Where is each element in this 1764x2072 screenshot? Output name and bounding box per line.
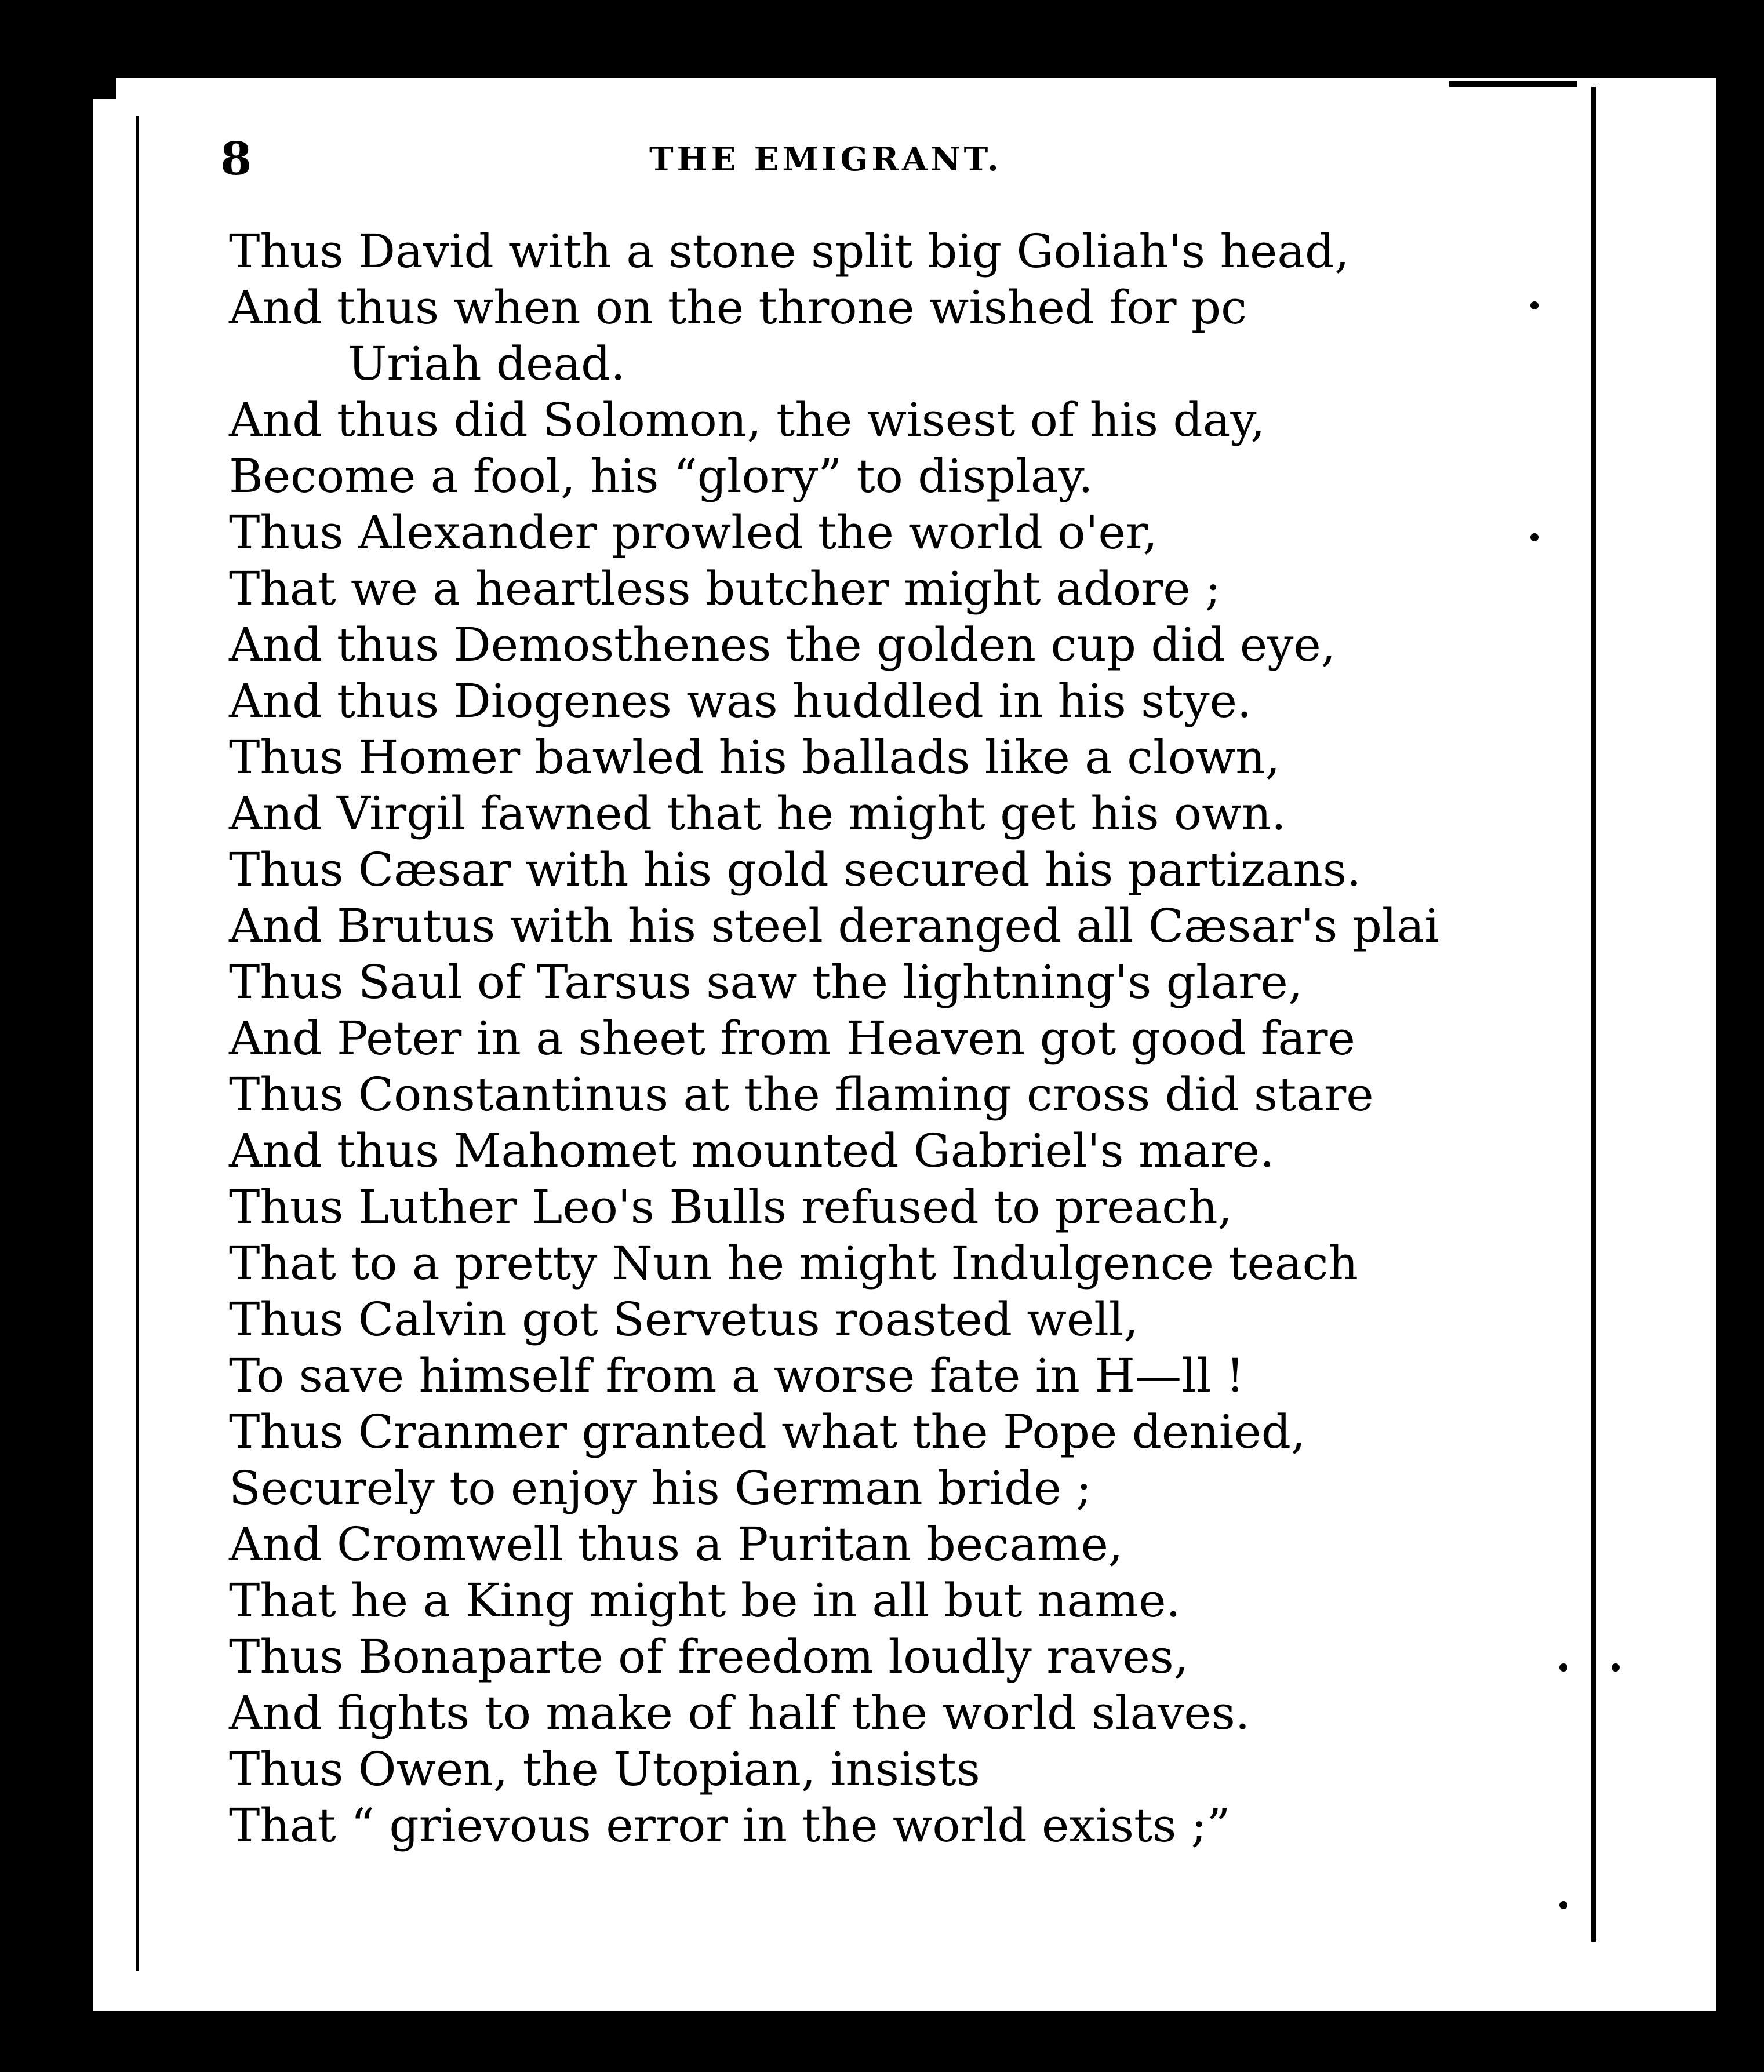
poem-line: Thus David with a stone split big Goliah's head, <box>229 224 1350 278</box>
poem-line: Thus Cranmer granted what the Pope denied, <box>229 1405 1306 1459</box>
poem-line: Thus Bonaparte of freedom loudly raves, <box>229 1630 1189 1684</box>
poem-line: Thus Saul of Tarsus saw the lightning's glare, <box>229 955 1303 1009</box>
margin-speck <box>1559 1901 1567 1909</box>
poem-line: Securely to enjoy his German bride ; <box>229 1461 1092 1515</box>
poem-line: That “ grievous error in the world exists ;” <box>229 1798 1231 1852</box>
poem-line: Thus Calvin got Servetus roasted well, <box>229 1292 1139 1346</box>
poem-line: And Cromwell thus a Puritan became, <box>229 1517 1123 1571</box>
poem-line: And Brutus with his steel deranged all Cæsar's plai <box>229 899 1439 953</box>
poem-line: And thus did Solomon, the wisest of his day, <box>229 393 1265 447</box>
poem-line: And Peter in a sheet from Heaven got good fare <box>229 1011 1355 1065</box>
poem-line: Become a fool, his “glory” to display. <box>229 449 1093 503</box>
poem-line: Thus Luther Leo's Bulls refused to preach, <box>229 1180 1233 1234</box>
poem-line: And thus Demosthenes the golden cup did eye, <box>229 618 1336 672</box>
poem-text <box>229 223 1458 1853</box>
poem-line: And thus when on the throne wished for pc <box>229 281 1247 334</box>
poem-line: To save himself from a worse fate in H—ll ! <box>229 1349 1245 1403</box>
poem-line: And thus Mahomet mounted Gabriel's mare. <box>229 1124 1275 1178</box>
poem-line: Thus Homer bawled his ballads like a clown, <box>229 730 1281 784</box>
poem-line: Thus Cæsar with his gold secured his partizans. <box>229 843 1362 897</box>
poem-line: That we a heartless butcher might adore ; <box>229 562 1221 616</box>
poem-line-continuation: Uriah dead. <box>348 337 625 391</box>
top-edge-mark <box>1449 81 1577 87</box>
margin-speck <box>1530 533 1539 541</box>
poem-line: That he a King might be in all but name. <box>229 1574 1181 1627</box>
margin-speck <box>1559 1663 1567 1672</box>
poem-line: Thus Alexander prowled the world o'er, <box>229 505 1158 559</box>
page-header <box>220 133 1380 185</box>
poem-line: And Virgil fawned that he might get his own. <box>229 786 1286 840</box>
gutter-line <box>1591 87 1596 1942</box>
margin-speck <box>1530 301 1539 309</box>
poem-line: Thus Owen, the Utopian, insists <box>229 1742 980 1796</box>
poem-line: And fights to make of half the world slaves. <box>229 1686 1250 1740</box>
adjacent-page-edge <box>1600 78 1716 2011</box>
running-title: THE EMIGRANT. <box>649 140 1002 179</box>
margin-speck <box>1612 1663 1620 1672</box>
page-number: 8 <box>220 133 252 185</box>
poem-line: Thus Constantinus at the flaming cross did stare <box>229 1068 1374 1121</box>
left-margin-rule <box>136 116 139 1971</box>
poem-line: That to a pretty Nun he might Indulgence teach <box>229 1236 1358 1290</box>
poem-line: And thus Diogenes was huddled in his stye. <box>229 674 1252 728</box>
